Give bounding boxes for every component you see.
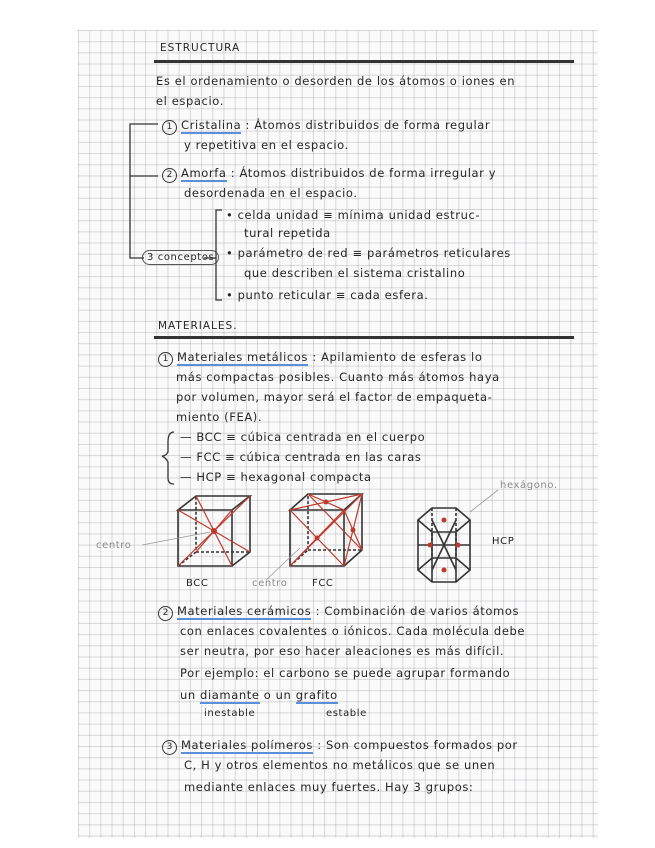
- item-line: ser neutra, por eso hacer aleaciones es más difícil.: [180, 644, 505, 658]
- definition-line: el espacio.: [156, 94, 224, 108]
- types-brace: [162, 432, 174, 484]
- label-centro: centro: [96, 540, 132, 551]
- item-text: : Átomos distribuidos de forma regular: [245, 118, 491, 132]
- crystal-type: — BCC ≡ cúbica centrada en el cuerpo: [180, 430, 426, 444]
- item-number: 1: [162, 120, 177, 135]
- item-text: : Átomos distribuidos de forma irregular y: [230, 166, 497, 180]
- note-estable: estable: [326, 708, 367, 719]
- concepts-cloud: 3 conceptos: [142, 250, 219, 265]
- item-line: y repetitiva en el espacio.: [184, 138, 349, 152]
- example-text: un: [180, 688, 196, 702]
- concept-line: • parámetro de red ≡ parámetros reticulares: [226, 246, 511, 260]
- crystal-type: — HCP ≡ hexagonal compacta: [180, 470, 372, 484]
- item-line: desordenada en el espacio.: [184, 186, 358, 200]
- item-text: : Combinación de varios átomos: [315, 604, 520, 618]
- term-grafito: grafito: [295, 688, 338, 702]
- definition-line: Es el ordenamiento o desorden de los átomos o iones en: [156, 74, 516, 88]
- term-metalicos: Materiales metálicos: [177, 350, 309, 364]
- term-cristalina: Cristalina: [181, 118, 242, 132]
- bracket-left: [130, 124, 158, 258]
- item-text: : Apilamiento de esferas lo: [312, 350, 483, 364]
- label-bcc: BCC: [186, 578, 209, 589]
- term-amorfa: Amorfa: [181, 166, 227, 180]
- pointer-line: [142, 532, 210, 545]
- item-line: por volumen, mayor será el factor de empaqueta-: [176, 390, 493, 404]
- term-diamante: diamante: [200, 688, 260, 702]
- concept-line: • celda unidad ≡ mínima unidad estruc-: [226, 208, 481, 222]
- note-inestable: inestable: [204, 708, 256, 719]
- pointer-line: [470, 490, 498, 512]
- concept-line: tural repetida: [244, 226, 331, 240]
- term-polimeros: Materiales polímeros: [181, 738, 313, 752]
- label-fcc: FCC: [312, 578, 334, 589]
- item-line: mediante enlaces muy fuertes. Hay 3 grupos:: [184, 780, 474, 794]
- label-centro: centro: [252, 578, 288, 589]
- example-text: o un: [263, 688, 292, 702]
- concepts-brace: [216, 210, 222, 300]
- item-number: 2: [158, 606, 173, 621]
- term-ceramicos: Materiales cerámicos: [177, 604, 312, 618]
- item-line: C, H y otros elementos no metálicos que se unen: [184, 758, 496, 772]
- item-line: Por ejemplo: el carbono se puede agrupar formando: [180, 666, 511, 680]
- concept-line: que describen el sistema cristalino: [244, 266, 466, 280]
- item-number: 1: [158, 352, 173, 367]
- item-line: más compactas posibles. Cuanto más átomos haya: [176, 370, 500, 384]
- heading-estructura: ESTRUCTURA: [160, 42, 241, 54]
- crystal-type: — FCC ≡ cúbica centrada en las caras: [180, 450, 422, 464]
- label-hexagono: hexágono.: [500, 480, 558, 491]
- heading-materiales: MATERIALES.: [158, 320, 238, 332]
- label-hcp: HCP: [492, 536, 515, 547]
- concept-line: • punto reticular ≡ cada esfera.: [226, 288, 429, 302]
- pointer-line: [266, 548, 300, 580]
- item-line: miento (FEA).: [176, 410, 263, 424]
- item-line: con enlaces covalentes o iónicos. Cada molécula debe: [180, 624, 526, 638]
- item-text: : Son compuestos formados por: [317, 738, 518, 752]
- bcc-center-atom: [211, 528, 217, 534]
- item-number: 3: [162, 740, 177, 755]
- item-number: 2: [162, 168, 177, 183]
